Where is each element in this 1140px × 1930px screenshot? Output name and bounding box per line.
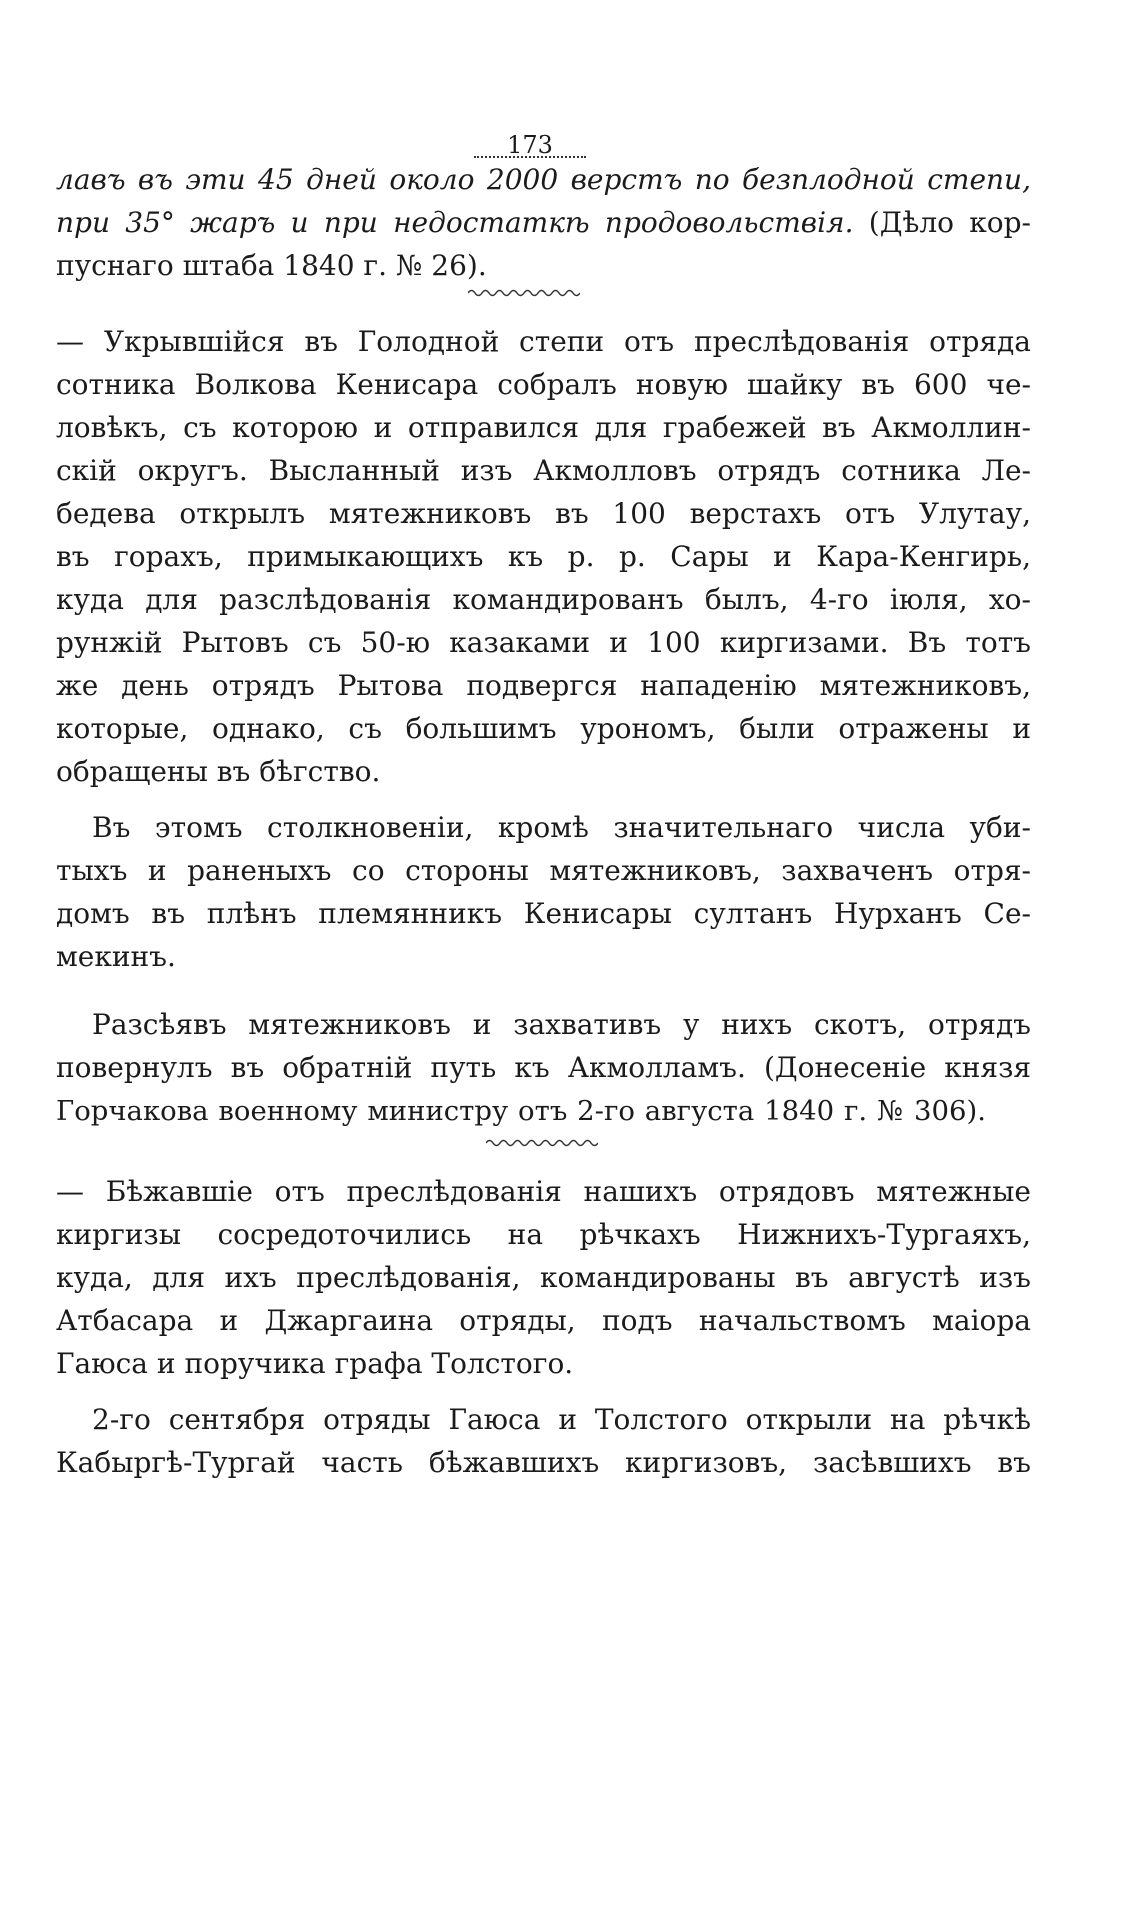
page-number-dots — [474, 156, 586, 158]
paragraph5-line5: Гаюса и поручика графа Толстого. — [56, 1347, 574, 1380]
paragraph4-line1: Разсѣявъ мятежниковъ и захвативъ у нихъ скотъ, отрядъ — [92, 1008, 1031, 1041]
paragraph2-line3: ловѣкъ, съ которою и отправился для грабежей въ Акмоллин- — [56, 411, 1031, 444]
paragraph2-line5: бедева открылъ мятежниковъ въ 100 верстахъ отъ Улутау, — [56, 497, 1031, 530]
paragraph2-line1: — Укрывшійся въ Голодной степи отъ преслѣдованія отряда — [56, 325, 1031, 358]
paragraph2-line4: скій округъ. Высланный изъ Акмолловъ отрядъ сотника Ле- — [56, 454, 1031, 487]
page-number: 173 — [470, 130, 590, 160]
section-divider-1 — [468, 288, 580, 298]
paragraph2-line11: обращены въ бѣгство. — [56, 755, 381, 788]
paragraph2-line8: рунжій Рытовъ съ 50-ю казаками и 100 киргизами. Въ тотъ — [56, 626, 1031, 659]
paragraph2-line7: куда для разслѣдованія командированъ былъ, 4-го іюля, хо- — [56, 583, 1031, 616]
paragraph2-line2: сотника Волкова Кенисара собралъ новую шайку въ 600 че- — [56, 368, 1031, 401]
paragraph4-line3: Горчакова военному министру отъ 2-го августа 1840 г. № 306). — [56, 1095, 986, 1127]
paragraph3-line4: мекинъ. — [56, 940, 176, 973]
paragraph5-line4: Атбасара и Джаргаина отряды, подъ начальствомъ маіора — [56, 1304, 1031, 1337]
section-divider-2 — [486, 1138, 598, 1148]
paragraph4-line2: повернулъ въ обратній путь къ Акмолламъ. (Донесеніе князя — [56, 1051, 1031, 1084]
paragraph2-line10: которые, однако, съ большимъ урономъ, были отражены и — [56, 712, 1031, 745]
paragraph3-line3: домъ въ плѣнъ племянникъ Кенисары султанъ Нурханъ Се- — [56, 897, 1031, 930]
paragraph1-line3: пуснаго штаба 1840 г. № 26). — [56, 249, 487, 282]
paragraph5-line2: киргизы сосредоточились на рѣчкахъ Нижнихъ-Тургаяхъ, — [56, 1218, 1031, 1251]
paragraph2-line6: въ горахъ, примыкающихъ къ р. р. Сары и Кара-Кенгирь, — [56, 540, 1031, 573]
paragraph6-line2: Кабыргѣ-Тургай часть бѣжавшихъ киргизовъ, засѣвшихъ въ — [56, 1446, 1031, 1479]
paragraph3-line2: тыхъ и раненыхъ со стороны мятежниковъ, захваченъ отря- — [56, 854, 1031, 887]
paragraph5-line3: куда, для ихъ преслѣдованія, командированы въ августѣ изъ — [56, 1261, 1031, 1294]
paragraph1-line2 — [56, 203, 1031, 243]
paragraph1-line2-rest: (Дѣло кор- — [868, 206, 1031, 239]
paragraph1-line2-italic: при 35° жаръ и при недостаткѣ продовольствія. — [56, 206, 854, 239]
paragraph2-line9: же день отрядъ Рытова подвергся нападенію мятежниковъ, — [56, 669, 1031, 702]
paragraph5-line1: — Бѣжавшіе отъ преслѣдованія нашихъ отрядовъ мятежные — [56, 1175, 1031, 1208]
paragraph6-line1: 2-го сентября отряды Гаюса и Толстого открыли на рѣчкѣ — [92, 1403, 1031, 1436]
paragraph1-line1: лавъ въ эти 45 дней около 2000 верстъ по безплодной степи, — [56, 163, 1031, 196]
paragraph3-line1: Въ этомъ столкновеніи, кромѣ значительнаго числа уби- — [92, 811, 1031, 844]
